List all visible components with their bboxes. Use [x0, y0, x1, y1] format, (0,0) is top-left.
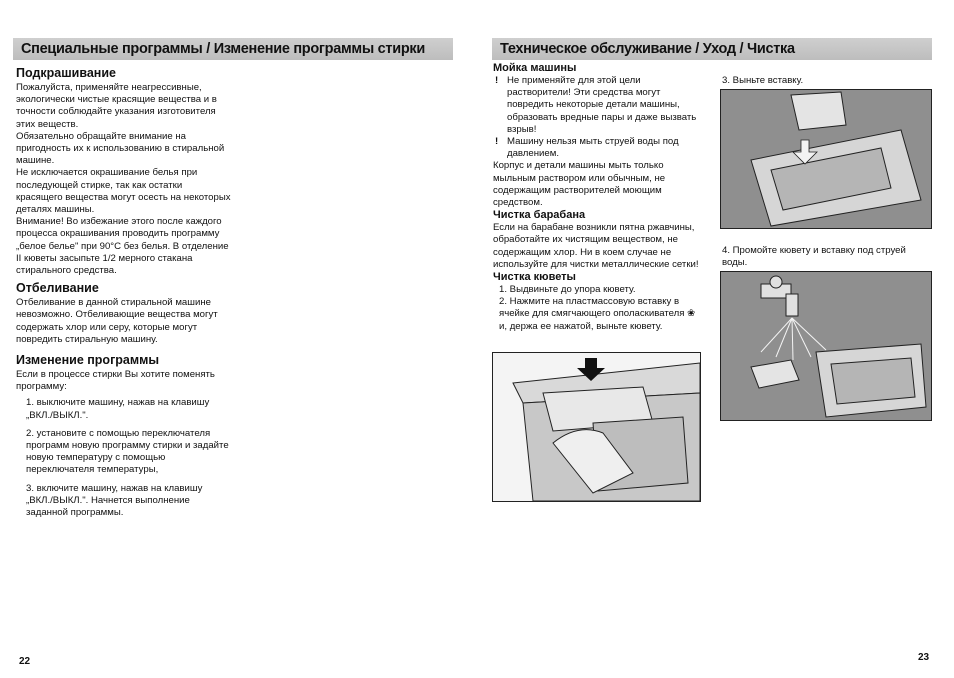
exclamation-icon: !	[495, 75, 499, 86]
warning-solvents-text: Не применяйте для этой цели растворители! Эти средства могут повредить некоторые детали машины, образовать вредные пары и даже вызвать взрыв!	[507, 75, 697, 135]
change-program-intro: Если в процессе стирки Вы хотите поменять программу:	[16, 369, 215, 393]
machine-wash-heading: Мойка машины	[493, 62, 577, 74]
dyeing-heading: Подкрашивание	[16, 66, 116, 80]
right-page-header: Техническое обслуживание / Уход / Чистка	[492, 38, 932, 60]
dyeing-para-1: Пожалуйста, применяйте неагрессивные, экологически чистые красящие вещества и в точности соблюдайте указания изготовителя этих веществ.	[16, 82, 217, 130]
warning-solvents	[493, 75, 705, 136]
change-program-steps	[16, 397, 231, 519]
dyeing-para-4: Внимание! Во избежание этого после каждого процесса окрашивания проводить программу „белое белье" при 90°С без белья. В отделение II кюветы засыпьте 1/2 мерного стакана стирального средства.	[16, 216, 229, 277]
drum-cleaning-para: Если на барабане возникли пятна ржавчины, обработайте их чистящим веществом, не содержащим хлор. Ни в коем случае не используйте для чистки металлические сетки!	[493, 222, 699, 270]
tray-cleaning-step-1: 1. Выдвиньте до упора кювету.	[499, 284, 636, 296]
change-program-step-1: 1. выключите машину, нажав на клавишу „ВКЛ./ВЫКЛ.".	[26, 397, 210, 421]
tray-cleaning-step-3-caption: 3. Выньте вставку.	[722, 75, 804, 86]
bleaching-para: Отбеливание в данной стиральной машине невозможно. Отбеливающие вещества могут содержать хлор или серу, которые могут повредить стиральную машину.	[16, 297, 218, 345]
warning-pressure-wash-text: Машину нельзя мыть струей воды под давлением.	[507, 136, 679, 160]
remove-insert-illustration	[721, 90, 931, 228]
dyeing-para-3: Не исключается окрашивание белья при последующей стирке, так как остатки красящего вещества могут осесть на некоторых деталях машины.	[16, 167, 231, 216]
dyeing-para-2: Обязательно обращайте внимание на пригодность их к использованию в стиральной машине.	[16, 130, 225, 167]
change-program-step-3: 3. включите машину, нажав на клавишу „ВКЛ./ВЫКЛ.". Начнется выполнение заданной программы.	[26, 482, 203, 519]
machine-wash-para: Корпус и детали машины мыть только мыльным раствором или обычным, не содержащим растворителей моющим средством.	[493, 160, 666, 209]
warning-pressure-wash	[493, 136, 705, 160]
right-page-number: 23	[918, 652, 930, 663]
figure-pull-out-tray	[492, 352, 701, 502]
change-program-heading: Изменение программы	[16, 353, 160, 368]
figure-remove-insert	[720, 89, 932, 229]
tray-cleaning-step-2: 2. Нажмите на пластмассовую вставку в ячейке для смягчающего ополаскивателя ❀ и, держа ее нажатой, выньте кювету.	[499, 296, 696, 332]
exclamation-icon: !	[495, 136, 499, 148]
left-page-number: 22	[19, 656, 31, 667]
left-page-header: Специальные программы / Изменение программы стирки	[13, 38, 453, 60]
figure-rinse-tray	[720, 271, 932, 421]
tray-cleaning-step-4-caption: 4. Промойте кювету и вставку под струей воды.	[722, 245, 906, 268]
rinse-tray-illustration	[721, 272, 931, 420]
right-text-column	[493, 62, 705, 333]
pull-out-tray-illustration	[493, 353, 700, 501]
change-program-step-2: 2. установите с помощью переключателя программ новую программу стирки и задайте новую температуру с помощью переключателя температуры,	[26, 427, 229, 476]
tray-cleaning-heading: Чистка кюветы	[493, 271, 576, 284]
bleaching-heading: Отбеливание	[16, 281, 99, 296]
left-column	[16, 66, 231, 525]
drum-cleaning-heading: Чистка барабана	[493, 209, 586, 222]
